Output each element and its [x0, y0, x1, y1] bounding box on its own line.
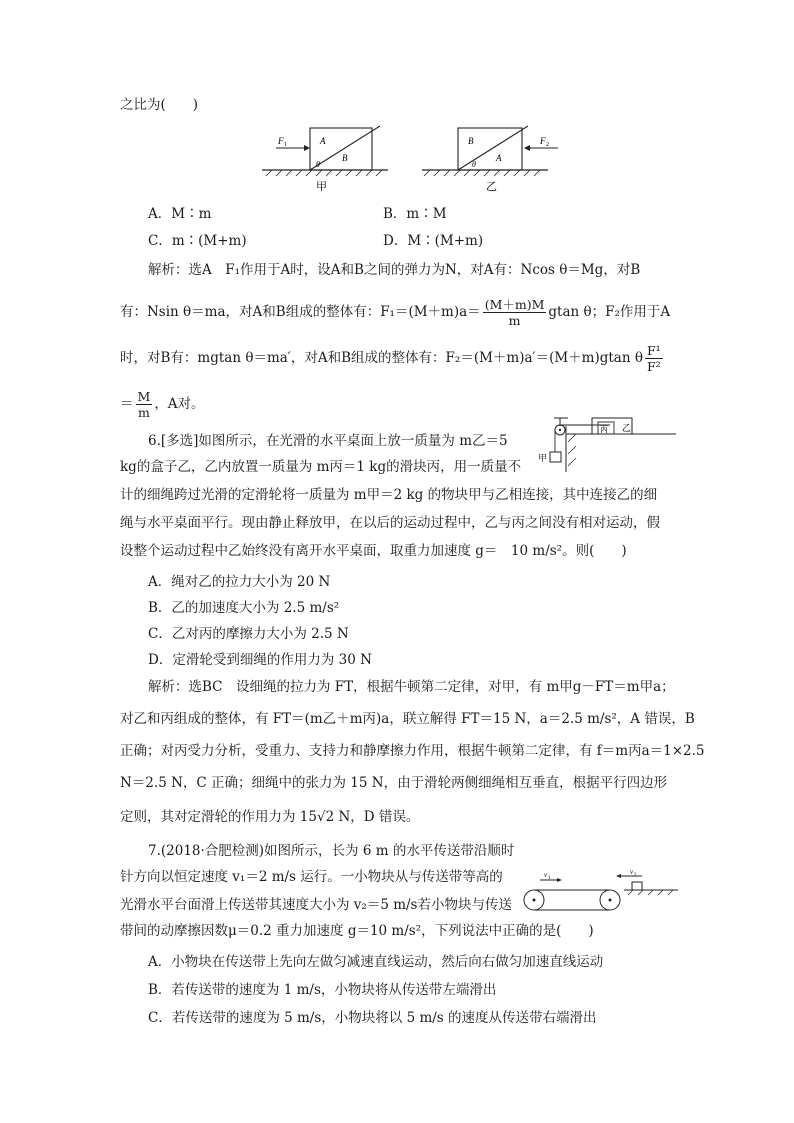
q6-figure: [538, 414, 678, 476]
svg-text:θ: θ: [472, 160, 476, 169]
q7-stem-line1: 7.(2018·合肥检测)如图所示，长为 6 m 的水平传送带沿顺时: [148, 843, 515, 859]
q6-stem-line2: kg的盒子乙，乙内放置一质量为 m丙＝1 kg的滑块丙，用一质量不: [120, 459, 522, 475]
q5-intro-tail: 之比为( ): [120, 97, 199, 113]
svg-text:1: 1: [284, 142, 287, 148]
q6-stem-line1: 6.[多选]如图所示，在光滑的水平桌面上放一质量为 m乙＝5: [148, 433, 508, 449]
q6-solution-line3: 正确；对丙受力分析，受重力、支持力和静摩擦力作用，根据牛顿第二定律，有 f＝m丙a＝1×2.5: [120, 743, 705, 759]
caption-jia: 甲: [316, 180, 327, 193]
svg-text:B: B: [468, 136, 474, 146]
q5-figure-left: [262, 124, 397, 196]
svg-text:1: 1: [548, 876, 551, 881]
inner-block-label: 丙: [600, 425, 608, 434]
force-label: F: [278, 136, 284, 146]
angle-label: θ: [316, 160, 320, 169]
q6-option-c: C．乙对丙的摩擦力大小为 2.5 N: [148, 626, 349, 642]
svg-text:2: 2: [634, 873, 637, 878]
q7-stem-line3: 光滑水平台面滑上传送带其速度大小为 v₂＝5 m/s若小物块与传送: [120, 897, 512, 913]
q6-solution-line1: 解析：选BC 设细绳的拉力为 FT，根据牛顿第二定律，对甲，有 m甲g－FT＝m甲a；: [148, 679, 675, 695]
q5-solution-line1: 解析：选A F₁作用于A时，设A和B之间的弹力为N，对A有：Ncos θ＝Mg，对B: [148, 262, 641, 278]
block-top-label: A: [320, 136, 326, 146]
q5-option-b: B．m∶M: [383, 206, 447, 222]
q7-figure: [520, 868, 680, 916]
q6-option-a: A．绳对乙的拉力大小为 20 N: [148, 574, 331, 590]
v1-label: v: [544, 871, 548, 879]
q5-option-c: C．m∶(M+m): [148, 233, 247, 249]
q7-stem-line2: 针方向以恒定速度 v₁＝2 m/s 运行。一小物块从与传送带等高的: [120, 869, 503, 885]
v2-label: v: [630, 868, 634, 876]
q7-stem-line4: 带间的动摩擦因数μ＝0.2 重力加速度 g＝10 m/s²，下列说法中正确的是( ): [120, 923, 594, 939]
q6-stem-line5: 设整个运动过程中乙始终没有离开水平桌面，取重力加速度 g＝ 10 m/s²。则( ): [120, 543, 627, 559]
box-label: 乙: [622, 424, 632, 434]
q7-option-a: A．小物块在传送带上先向左做匀减速直线运动，然后向右做匀加速直线运动: [148, 954, 604, 970]
q6-solution-line4: N＝2.5 N，C 正确；细绳中的张力为 15 N，由于滑轮两侧细绳相互垂直，根据平行四边形: [120, 775, 668, 791]
svg-text:A: A: [496, 153, 502, 163]
q6-solution-line2: 对乙和丙组成的整体，有 FT＝(m乙＋m丙)a，联立解得 FT＝15 N，a＝2.5 m/s²，A 错误，B: [120, 711, 695, 727]
q6-stem-line3: 计的细绳跨过光滑的定滑轮将一质量为 m甲＝2 kg 的物块甲与乙相连接，其中连接乙的细: [120, 487, 658, 503]
svg-text:2: 2: [546, 142, 549, 148]
block-bottom-label: B: [342, 153, 348, 163]
q5-solution-line3: 时，对B有：mgtan θ＝ma′，对A和B组成的整体有：F₂＝(M＋m)a′＝(M＋m)gtan θ $\frac{\text{F¹}}{\text{F²}}$: [120, 343, 661, 374]
hang-block-label: 甲: [538, 454, 548, 464]
q6-solution-line5: 定则，其对定滑轮的作用力为 15√2 N，D 错误。: [120, 809, 420, 825]
q5-option-a: A．M∶m: [148, 206, 212, 222]
q5-solution-line4: ＝ $\frac{M}{m}$ ，A对。: [120, 389, 205, 420]
q7-option-b: B．若传送带的速度为 1 m/s，小物块将从传送带左端滑出: [148, 982, 497, 998]
q6-option-b: B．乙的加速度大小为 2.5 m/s²: [148, 600, 340, 616]
q7-option-c: C．若传送带的速度为 5 m/s，小物块将以 5 m/s 的速度从传送带右端滑出: [148, 1010, 597, 1026]
q5-solution-line2: 有：Nsin θ＝ma，对A和B组成的整体有：F₁＝(M＋m)a＝ $\frac{(M+m)M}{m}$ gtan θ；F₂作用于A: [120, 297, 671, 328]
q6-option-d: D．定滑轮受到细绳的作用力为 30 N: [148, 652, 372, 668]
svg-text:F: F: [540, 136, 546, 146]
q5-figure-right: [418, 124, 568, 196]
q6-stem-line4: 绳与水平桌面平行。现由静止释放甲，在以后的运动过程中，乙与丙之间没有相对运动，假: [120, 515, 660, 531]
caption-yi: 乙: [486, 180, 497, 193]
q5-option-d: D．M∶(M+m): [383, 233, 484, 249]
